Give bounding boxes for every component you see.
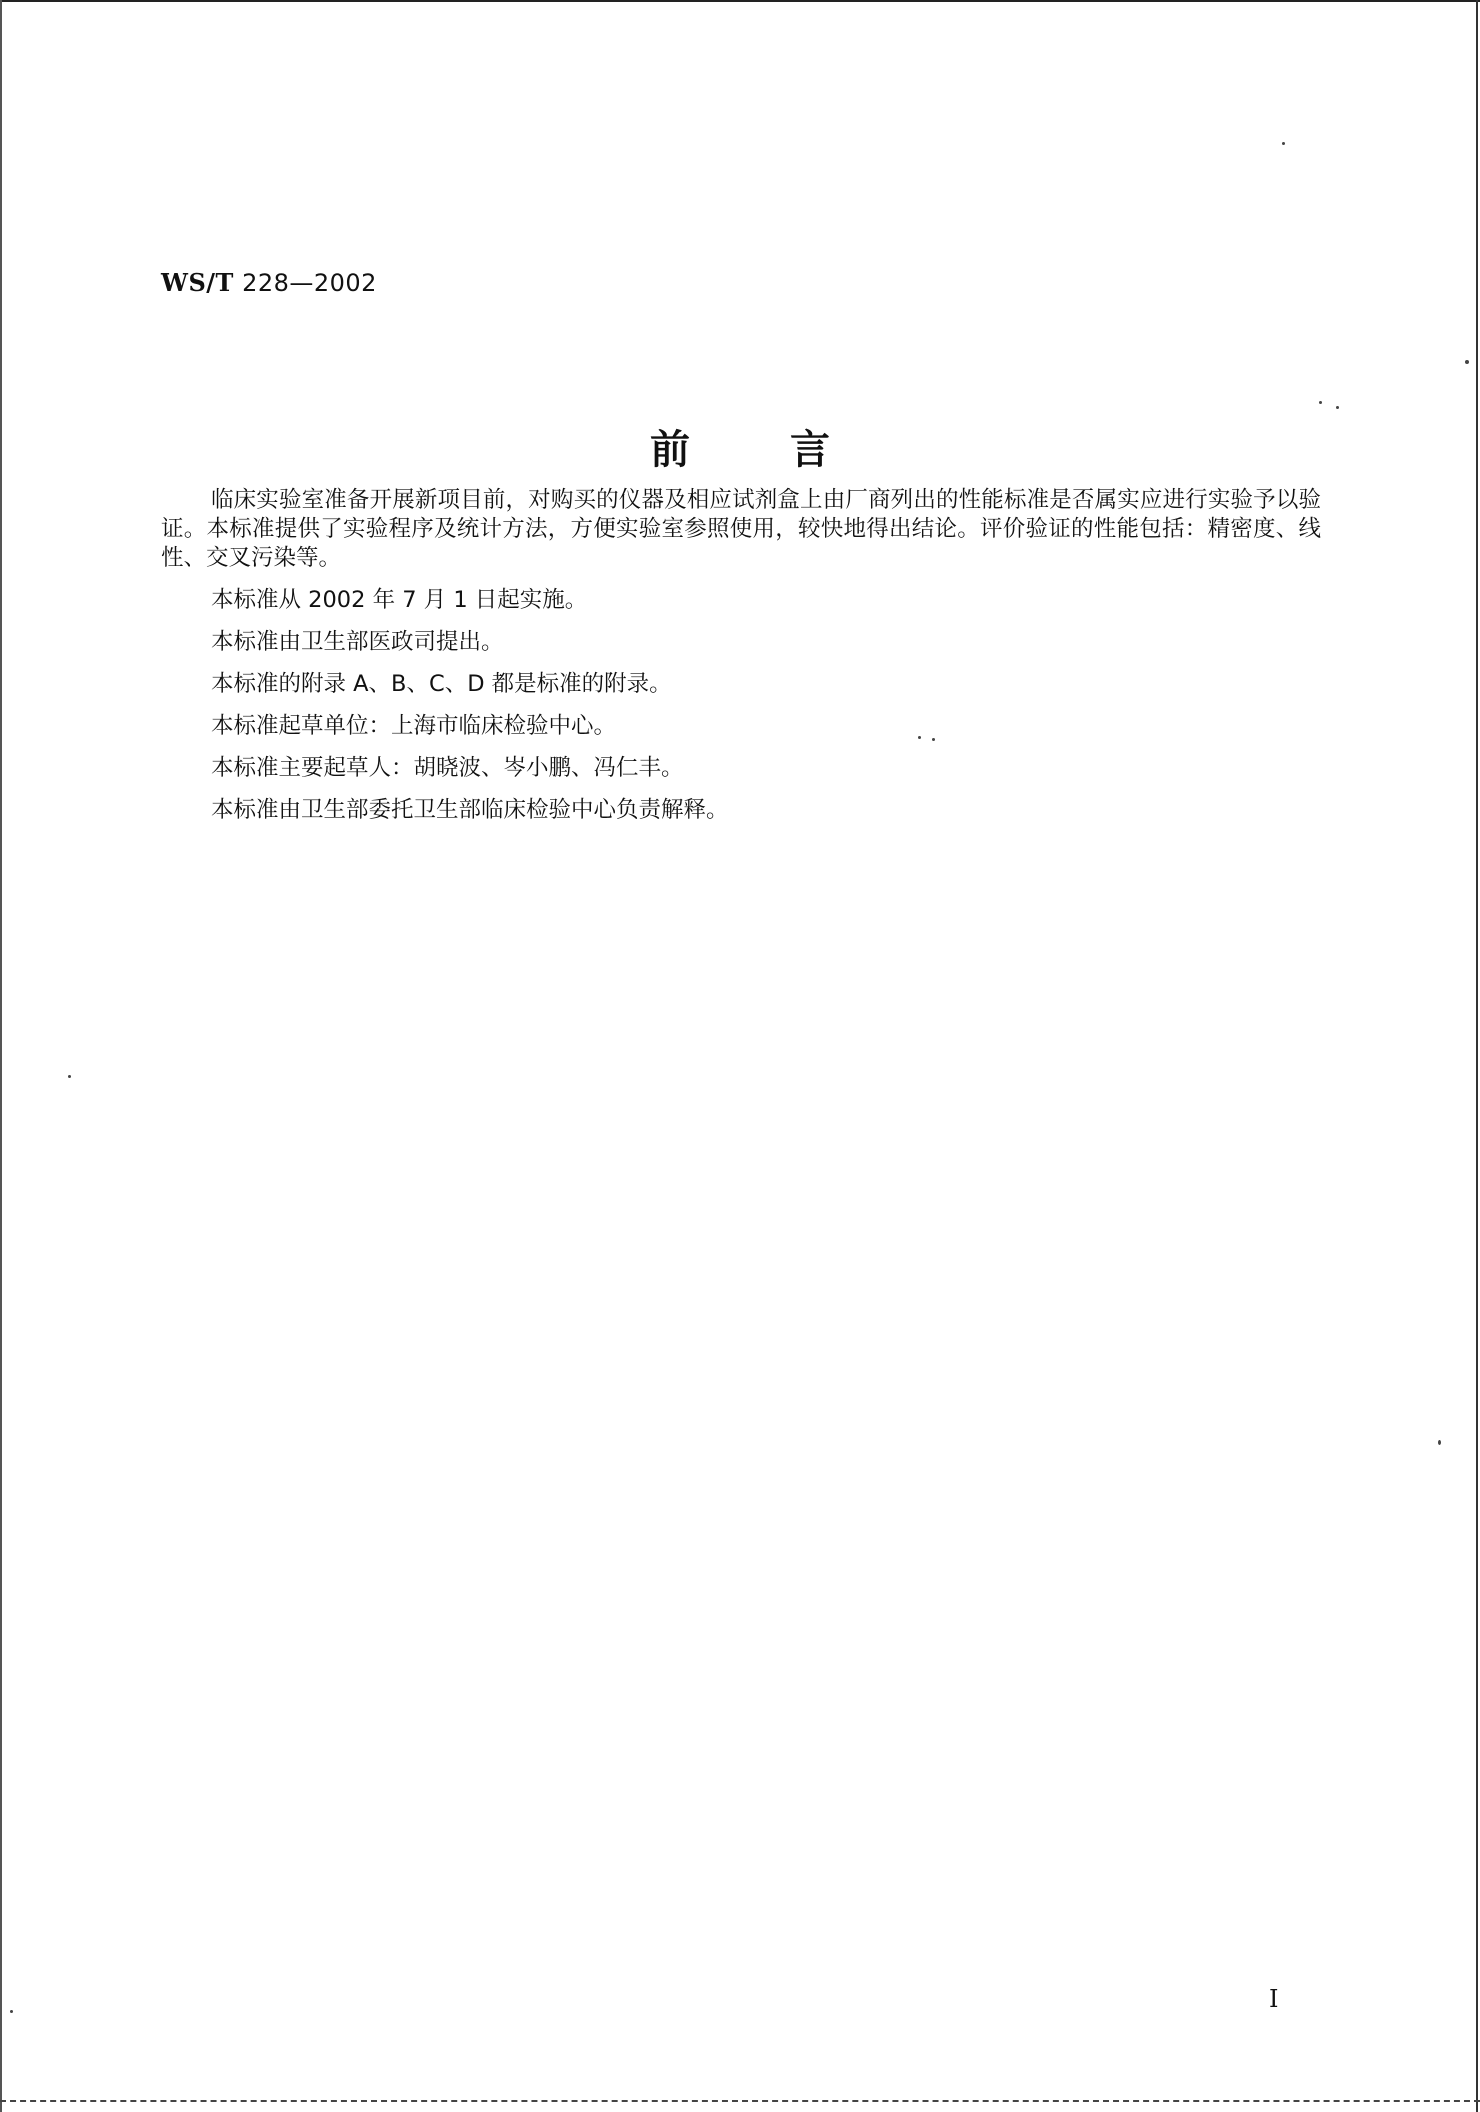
scan-speck [932,738,935,741]
scan-edge-top [0,0,1480,2]
paragraph: 本标准的附录 A、B、C、D 都是标准的附录。 [211,671,672,697]
scan-speck [1319,401,1322,404]
standard-code [161,268,377,297]
scan-edge-bottom [0,2100,1480,2102]
paragraph: 临床实验室准备开展新项目前，对购买的仪器及相应试剂盒上由厂商列出的性能标准是否属实应进行实验予以验证。本标准提供了实验程序及统计方法，方便实验室参照使用，较快地得出结论。评价验证的性能包括：精密度、线性、交叉污染等。 [161,487,1321,571]
paragraph: 本标准由卫生部医政司提出。 [211,629,504,655]
paragraph: 本标准由卫生部委托卫生部临床检验中心负责解释。 [211,797,729,823]
foreword-body [161,486,1321,838]
scan-speck [1336,406,1339,409]
scan-speck [1282,142,1285,145]
paragraph: 本标准起草单位：上海市临床检验中心。 [211,713,617,739]
scan-speck [10,2010,13,2013]
scan-edge-right [1476,0,1478,2112]
scan-speck [68,1075,71,1078]
standard-code-prefix: WS/T [161,268,234,297]
paragraph: 本标准主要起草人：胡晓波、岑小鹏、冯仁丰。 [211,755,684,781]
paragraph: 本标准从 2002 年 7 月 1 日起实施。 [211,587,588,613]
scan-speck [918,736,921,739]
scan-speck [1465,360,1469,364]
scan-edge-left [0,0,2,2112]
page-number: I [1269,1985,1279,2013]
standard-code-number: 228—2002 [242,269,377,297]
scan-speck [1438,1440,1441,1445]
page-title: 前言 [650,427,930,473]
